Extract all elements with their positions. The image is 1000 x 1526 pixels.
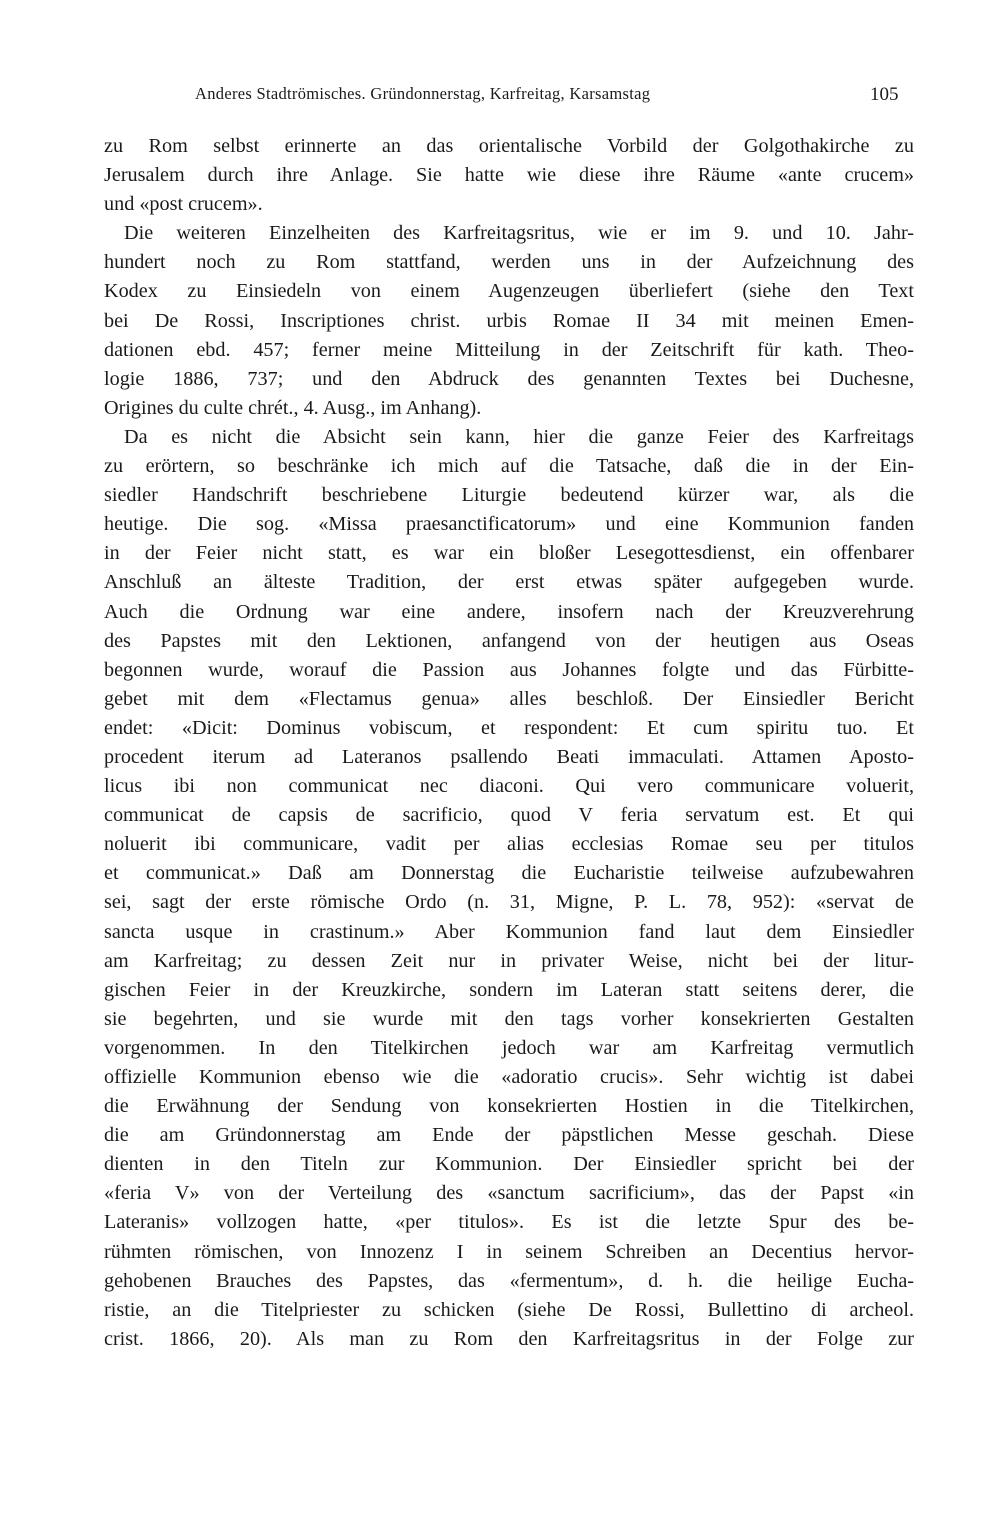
text-line: ristie, an die Titelpriester zu schicken (siehe De Rossi, Bullettino di archeol. bbox=[104, 1298, 914, 1321]
running-head: Anderes Stadtrömisches. Gründonnerstag, Karfreitag, Karsamstag bbox=[195, 84, 651, 103]
text-line: licus ibi non communicat nec diaconi. Qui vero communicare voluerit, bbox=[104, 775, 914, 798]
text-line: noluerit ibi communicare, vadit per alias ecclesias Romae seu per titulos bbox=[104, 833, 914, 856]
body-text bbox=[104, 132, 914, 1354]
text-line: vorgenommen. In den Titelkirchen jedoch war am Karfreitag vermutlich bbox=[104, 1036, 914, 1059]
text-line: gebet mit dem «Flectamus genua» alles beschloß. Der Einsiedler Bericht bbox=[104, 687, 914, 710]
text-line: Kodex zu Einsiedeln von einem Augenzeugen überliefert (siehe den Text bbox=[104, 280, 914, 303]
text-line: Anschluß an älteste Tradition, der erst etwas später aufgegeben wurde. bbox=[104, 571, 914, 594]
text-line: endet: «Dicit: Dominus vobiscum, et respondent: Et cum spiritu tuo. Et bbox=[104, 716, 914, 739]
text-line: offizielle Kommunion ebenso wie die «adoratio crucis». Sehr wichtig ist dabei bbox=[104, 1066, 914, 1088]
text-line: zu erörtern, so beschränke ich mich auf die Tatsache, daß die in der Ein- bbox=[104, 455, 914, 478]
text-line: dienten in den Titeln zur Kommunion. Der Einsiedler spricht bei der bbox=[104, 1153, 914, 1176]
text-line: dationen ebd. 457; ferner meine Mitteilung in der Zeitschrift für kath. Theo- bbox=[104, 338, 914, 361]
text-line: die am Gründonnerstag am Ende der päpstlichen Messe geschah. Diese bbox=[104, 1124, 914, 1147]
text-line: und «post crucem». bbox=[104, 193, 263, 216]
text-line: hundert noch zu Rom stattfand, werden uns in der Aufzeichnung des bbox=[104, 251, 914, 274]
text-line: communicat de capsis de sacrificio, quod V feria servatum est. Et qui bbox=[104, 804, 914, 827]
text-line: Da es nicht die Absicht sein kann, hier die ganze Feier des Karfreitags bbox=[124, 425, 914, 448]
text-line: Die weiteren Einzelheiten des Karfreitagsritus, wie er im 9. und 10. Jahr- bbox=[124, 222, 914, 245]
text-line: rühmten römischen, von Innozenz I in seinem Schreiben an Decentius hervor- bbox=[104, 1240, 914, 1263]
text-line: Lateranis» vollzogen hatte, «per titulos». Es ist die letzte Spur des be- bbox=[104, 1211, 914, 1234]
text-line: gischen Feier in der Kreuzkirche, sondern im Lateran statt seitens derer, die bbox=[104, 978, 914, 1001]
text-line: logie 1886, 737; und den Abdruck des genannten Textes bei Duchesne, bbox=[104, 367, 914, 390]
text-line: sei, sagt der erste römische Ordo (n. 31, Migne, P. L. 78, 952): «servat de bbox=[104, 891, 914, 914]
text-line: Origines du culte chrét., 4. Ausg., im Anhang). bbox=[104, 396, 482, 419]
page-number: 105 bbox=[870, 84, 899, 105]
text-line: «feria V» von der Verteilung des «sanctum sacrificium», das der Papst «in bbox=[104, 1182, 914, 1205]
text-line: die Erwähnung der Sendung von konsekrierten Hostien in die Titelkirchen, bbox=[104, 1095, 914, 1118]
text-line: zu Rom selbst erinnerte an das orientalische Vorbild der Golgothakirche zu bbox=[104, 135, 914, 157]
text-line: siedler Handschrift beschriebene Liturgie bedeutend kürzer war, als die bbox=[104, 484, 914, 507]
text-line: sie begehrten, und sie wurde mit den tags vorher konsekrierten Gestalten bbox=[104, 1007, 914, 1030]
text-line: des Papstes mit den Lektionen, anfangend von der heutigen aus Oseas bbox=[104, 629, 914, 652]
text-line: gehobenen Brauches des Papstes, das «fermentum», d. h. die heilige Eucha- bbox=[104, 1269, 914, 1292]
text-line: Auch die Ordnung war eine andere, insofern nach der Kreuzverehrung bbox=[104, 600, 914, 623]
text-line: sancta usque in crastinum.» Aber Kommunion fand laut dem Einsiedler bbox=[104, 920, 914, 943]
text-line: Jerusalem durch ihre Anlage. Sie hatte wie diese ihre Räume «ante crucem» bbox=[104, 164, 914, 187]
text-line: bei De Rossi, Inscriptiones christ. urbis Romae II 34 mit meinen Emen- bbox=[104, 309, 914, 332]
text-line: et communicat.» Daß am Donnerstag die Eucharistie teilweise aufzubewahren bbox=[104, 862, 914, 885]
text-line: begonnen wurde, worauf die Passion aus Johannes folgte und das Fürbitte- bbox=[104, 658, 914, 681]
text-line: am Karfreitag; zu dessen Zeit nur in privater Weise, nicht bei der litur- bbox=[104, 949, 914, 972]
text-line: crist. 1866, 20). Als man zu Rom den Karfreitagsritus in der Folge zur bbox=[104, 1327, 914, 1350]
text-line: in der Feier nicht statt, es war ein bloßer Lesegottesdienst, ein offenbarer bbox=[104, 542, 914, 565]
text-line: heutige. Die sog. «Missa praesanctificatorum» und eine Kommunion fanden bbox=[104, 513, 914, 536]
text-line: procedent iterum ad Lateranos psallendo Beati immaculati. Attamen Aposto- bbox=[104, 745, 914, 768]
